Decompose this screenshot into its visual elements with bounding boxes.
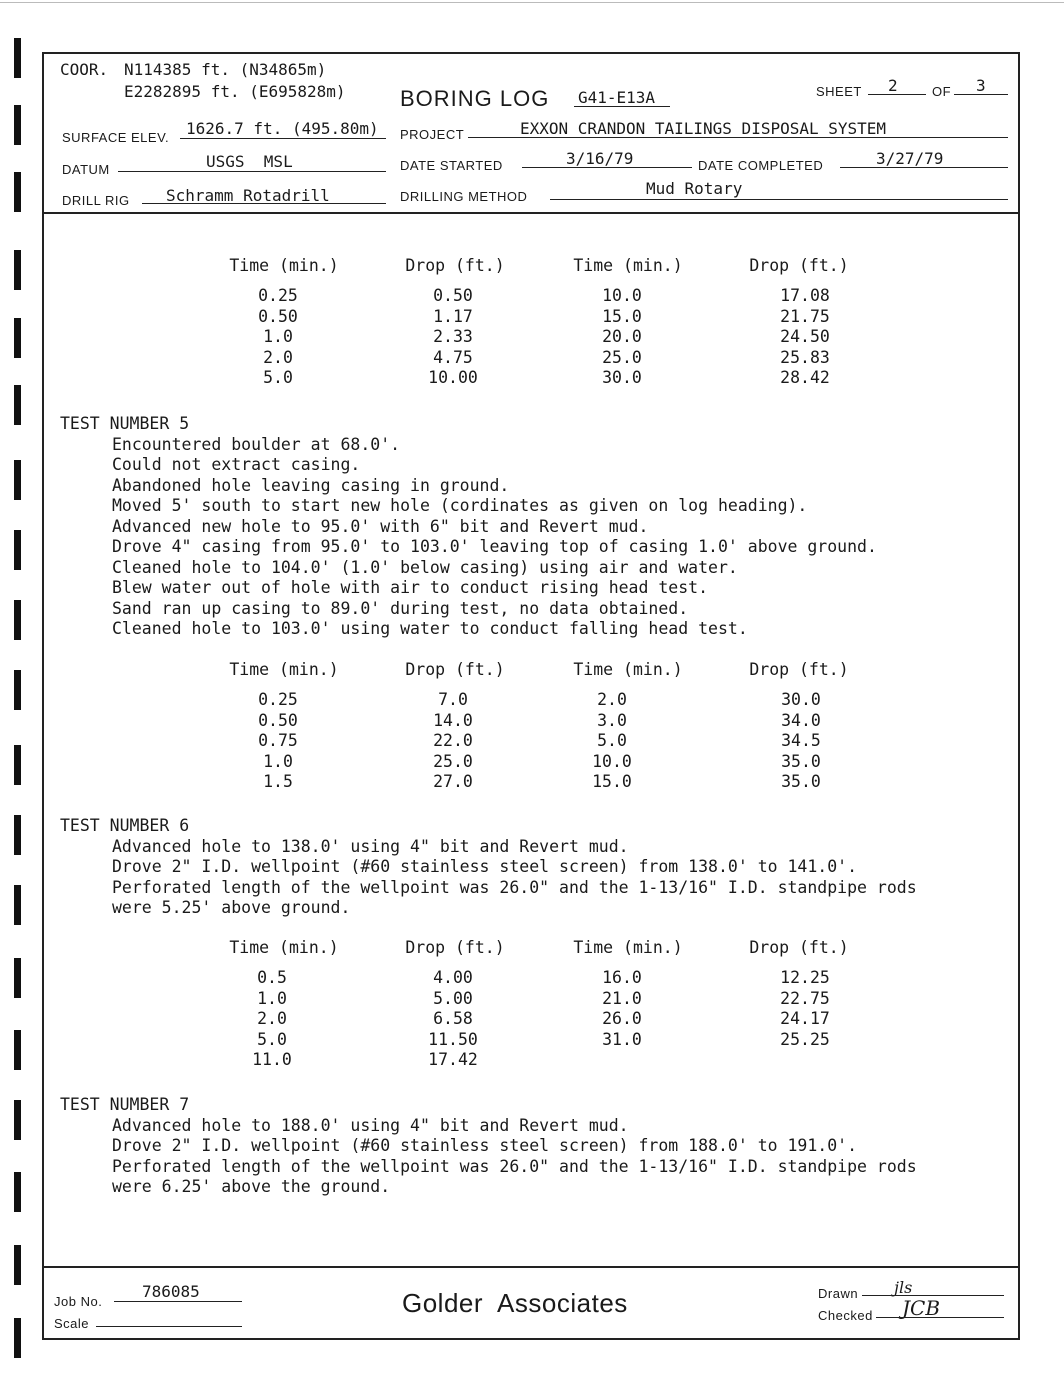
job-no-label: Job No. — [54, 1294, 103, 1309]
table-cell: 27.0 — [433, 772, 473, 791]
job-no: 786085 — [142, 1282, 200, 1301]
company-name: Golder Associates — [402, 1288, 628, 1318]
text-line: Cleaned hole to 104.0' (1.0' below casing) using air and water. — [112, 557, 738, 577]
col-header-time: Time (min.) — [229, 938, 339, 957]
drill-rig-line — [142, 203, 386, 204]
table-cell: 0.50 — [258, 710, 298, 730]
checked-label: Checked — [818, 1308, 873, 1323]
table-cell: 0.50 — [433, 286, 473, 305]
table-cell: 12.25 — [780, 968, 830, 987]
date-completed: 3/27/79 — [876, 149, 944, 168]
text-line: Blew water out of hole with air to conduct rising head test. — [112, 578, 709, 597]
col-header-drop: Drop (ft.) — [749, 256, 849, 275]
drill-rig: Schramm Rotadrill — [166, 186, 330, 205]
text-line: Sand ran up casing to 89.0' during test, no data obtained. — [112, 598, 689, 618]
table-cell: 28.42 — [780, 368, 830, 387]
table-cell: 15.0 — [602, 306, 642, 326]
table-cell: 26.0 — [602, 1009, 642, 1028]
datum-label: DATUM — [62, 162, 110, 177]
date-started-line — [522, 167, 692, 168]
table-cell: 5.0 — [597, 731, 627, 750]
time-column — [592, 286, 652, 389]
table-cell: 21.75 — [780, 306, 830, 326]
table-cell: 30.0 — [602, 368, 642, 387]
table-cell: 0.25 — [258, 286, 298, 305]
drop-column — [418, 968, 488, 1071]
drop-column — [766, 690, 836, 793]
table-cell: 4.00 — [433, 968, 473, 987]
text-line: were 5.25' above ground. — [112, 898, 351, 917]
table-cell: 15.0 — [592, 772, 632, 791]
table-cell: 1.0 — [263, 327, 293, 346]
surface-elev-label: SURFACE ELEV. — [62, 130, 170, 145]
date-started-label: DATE STARTED — [400, 158, 503, 173]
date-completed-label: DATE COMPLETED — [698, 158, 824, 173]
binding-bar — [14, 460, 21, 500]
table-cell: 31.0 — [602, 1029, 642, 1049]
col-header-time: Time (min.) — [573, 660, 683, 679]
table-cell: 10.0 — [592, 751, 632, 771]
datum-line — [118, 171, 386, 172]
sheet-number-line — [868, 94, 926, 95]
test-7-section — [60, 1095, 917, 1198]
binding-bar — [14, 105, 21, 145]
time-column — [592, 968, 652, 1050]
table-cell: 35.0 — [781, 772, 821, 791]
text-line: Drove 2" I.D. wellpoint (#60 stainless steel screen) from 188.0' to 191.0'. — [112, 1136, 858, 1155]
test-6-section — [60, 816, 917, 919]
boring-id-line — [574, 106, 670, 107]
drop-column — [418, 286, 488, 389]
table-cell: 25.0 — [433, 751, 473, 771]
table-cell: 11.0 — [252, 1050, 292, 1069]
drawn-label: Drawn — [818, 1286, 859, 1301]
binding-bar — [14, 172, 21, 212]
table-cell: 2.0 — [257, 1009, 287, 1028]
table-cell: 0.5 — [257, 968, 287, 987]
surface-elev: 1626.7 ft. (495.80m) — [186, 119, 379, 138]
text-line: Cleaned hole to 103.0' using water to conduct falling head test. — [112, 619, 748, 638]
text-line: Moved 5' south to start new hole (cordinates as given on log heading). — [112, 496, 808, 515]
table-cell: 1.17 — [433, 306, 473, 326]
col-header-drop: Drop (ft.) — [405, 660, 505, 679]
sheet-label: SHEET — [816, 84, 862, 99]
project-name: EXXON CRANDON TAILINGS DISPOSAL SYSTEM — [520, 119, 887, 138]
table-cell: 2.33 — [433, 327, 473, 346]
table-cell: 1.0 — [263, 751, 293, 771]
time-column — [242, 968, 302, 1071]
binding-bar — [14, 670, 21, 710]
binding-bar — [14, 958, 21, 998]
text-line: Perforated length of the wellpoint was 26.0" and the 1-13/16" I.D. standpipe rods — [112, 1156, 917, 1176]
drawn-initials: jls — [894, 1278, 913, 1297]
checked-initials: JCB — [902, 1296, 941, 1320]
table-cell: 11.50 — [428, 1029, 478, 1049]
binding-bar — [14, 1100, 21, 1140]
table-cell: 35.0 — [781, 751, 821, 771]
surface-elev-line — [180, 138, 386, 139]
table-cell: 14.0 — [433, 710, 473, 730]
coor-north: N114385 ft. (N34865m) — [124, 60, 327, 79]
col-header-time: Time (min.) — [573, 938, 683, 957]
table-cell: 1.5 — [263, 772, 293, 791]
text-line: Abandoned hole leaving casing in ground. — [112, 475, 510, 495]
binding-bar — [14, 1245, 21, 1285]
scale-label: Scale — [54, 1316, 90, 1331]
scale-line — [96, 1326, 242, 1327]
scan-edge — [0, 2, 1064, 3]
job-no-line — [114, 1301, 242, 1302]
table-cell: 5.00 — [433, 988, 473, 1008]
time-column — [582, 690, 642, 793]
text-line: Perforated length of the wellpoint was 26.0" and the 1-13/16" I.D. standpipe rods — [112, 877, 917, 897]
text-line: Could not extract casing. — [112, 455, 361, 474]
table-cell: 1.0 — [257, 988, 287, 1008]
drop-column — [418, 690, 488, 793]
table-cell: 22.75 — [780, 988, 830, 1008]
binding-bar — [14, 1318, 21, 1358]
binding-bar — [14, 385, 21, 425]
table-cell: 0.25 — [258, 690, 298, 709]
table-cell: 2.0 — [263, 347, 293, 367]
table-cell: 3.0 — [597, 710, 627, 730]
drilling-method-line — [550, 199, 1008, 200]
binding-bar — [14, 530, 21, 570]
table-cell: 6.58 — [433, 1009, 473, 1028]
table-cell: 10.0 — [602, 286, 642, 305]
binding-bar — [14, 815, 21, 855]
boring-id: G41-E13A — [578, 88, 656, 107]
datum: USGS MSL — [206, 152, 293, 171]
table-cell: 24.50 — [780, 327, 830, 346]
col-header-drop: Drop (ft.) — [749, 938, 849, 957]
col-header-time: Time (min.) — [229, 256, 339, 275]
table-cell: 34.5 — [781, 731, 821, 750]
table-cell: 25.83 — [780, 347, 830, 367]
binding-bar — [14, 250, 21, 290]
drill-rig-label: DRILL RIG — [62, 193, 130, 208]
checked-line — [876, 1317, 1004, 1318]
table-cell: 25.0 — [602, 347, 642, 367]
drilling-method-label: DRILLING METHOD — [400, 189, 528, 204]
time-column — [248, 690, 308, 793]
table-cell: 16.0 — [602, 968, 642, 987]
text-line: Drove 4" casing from 95.0' to 103.0' leaving top of casing 1.0' above ground. — [112, 537, 877, 556]
header-divider — [42, 212, 1020, 214]
footer-divider — [42, 1266, 1020, 1268]
table-cell: 5.0 — [263, 368, 293, 387]
date-completed-line — [840, 167, 1008, 168]
table-cell: 7.0 — [438, 690, 468, 709]
section-title: TEST NUMBER 7 — [60, 1095, 190, 1114]
table-cell: 22.0 — [433, 731, 473, 750]
section-title: TEST NUMBER 6 — [60, 816, 190, 835]
sheet-total: 3 — [976, 76, 986, 95]
section-title: TEST NUMBER 5 — [60, 414, 190, 433]
binding-bar — [14, 1172, 21, 1212]
table-cell: 20.0 — [602, 327, 642, 346]
table-cell: 21.0 — [602, 988, 642, 1008]
table-cell: 24.17 — [780, 1009, 830, 1028]
col-header-drop: Drop (ft.) — [749, 660, 849, 679]
sheet-total-line — [954, 94, 1008, 95]
col-header-time: Time (min.) — [229, 660, 339, 679]
project-label: PROJECT — [400, 127, 465, 142]
test-5-section — [60, 414, 877, 640]
text-line: were 6.25' above the ground. — [112, 1177, 391, 1196]
coor-east: E2282895 ft. (E695828m) — [124, 82, 346, 101]
text-line: Drove 2" I.D. wellpoint (#60 stainless steel screen) from 138.0' to 141.0'. — [112, 857, 858, 876]
col-header-drop: Drop (ft.) — [405, 938, 505, 957]
binding-bar — [14, 885, 21, 925]
coor-label: COOR. — [60, 60, 109, 79]
table-cell: 0.75 — [258, 731, 298, 750]
table-cell: 17.42 — [428, 1050, 478, 1069]
col-header-time: Time (min.) — [573, 256, 683, 275]
table-cell: 25.25 — [780, 1029, 830, 1049]
binding-bar — [14, 1030, 21, 1070]
time-column — [248, 286, 308, 389]
text-line: Advanced new hole to 95.0' with 6" bit and Revert mud. — [112, 516, 649, 536]
col-header-drop: Drop (ft.) — [405, 256, 505, 275]
text-line: Advanced hole to 138.0' using 4" bit and Revert mud. — [112, 836, 629, 856]
table-cell: 34.0 — [781, 710, 821, 730]
text-line: Advanced hole to 188.0' using 4" bit and Revert mud. — [112, 1115, 629, 1135]
table-cell: 4.75 — [433, 347, 473, 367]
table-cell: 17.08 — [780, 286, 830, 305]
sheet-number: 2 — [888, 76, 898, 95]
binding-bar — [14, 38, 21, 78]
table-cell: 5.0 — [257, 1029, 287, 1049]
table-cell: 0.50 — [258, 306, 298, 326]
date-started: 3/16/79 — [566, 149, 634, 168]
drop-column — [770, 286, 840, 389]
drilling-method: Mud Rotary — [646, 179, 743, 198]
of-label: OF — [932, 84, 952, 99]
binding-bar — [14, 318, 21, 358]
table-cell: 10.00 — [428, 368, 478, 387]
table-cell: 30.0 — [781, 690, 821, 709]
page-title: BORING LOG — [400, 86, 550, 111]
project-line — [468, 137, 1008, 138]
text-line: Encountered boulder at 68.0'. — [112, 434, 401, 454]
binding-bar — [14, 745, 21, 785]
drop-column — [770, 968, 840, 1050]
table-cell: 2.0 — [597, 690, 627, 709]
binding-bar — [14, 600, 21, 640]
